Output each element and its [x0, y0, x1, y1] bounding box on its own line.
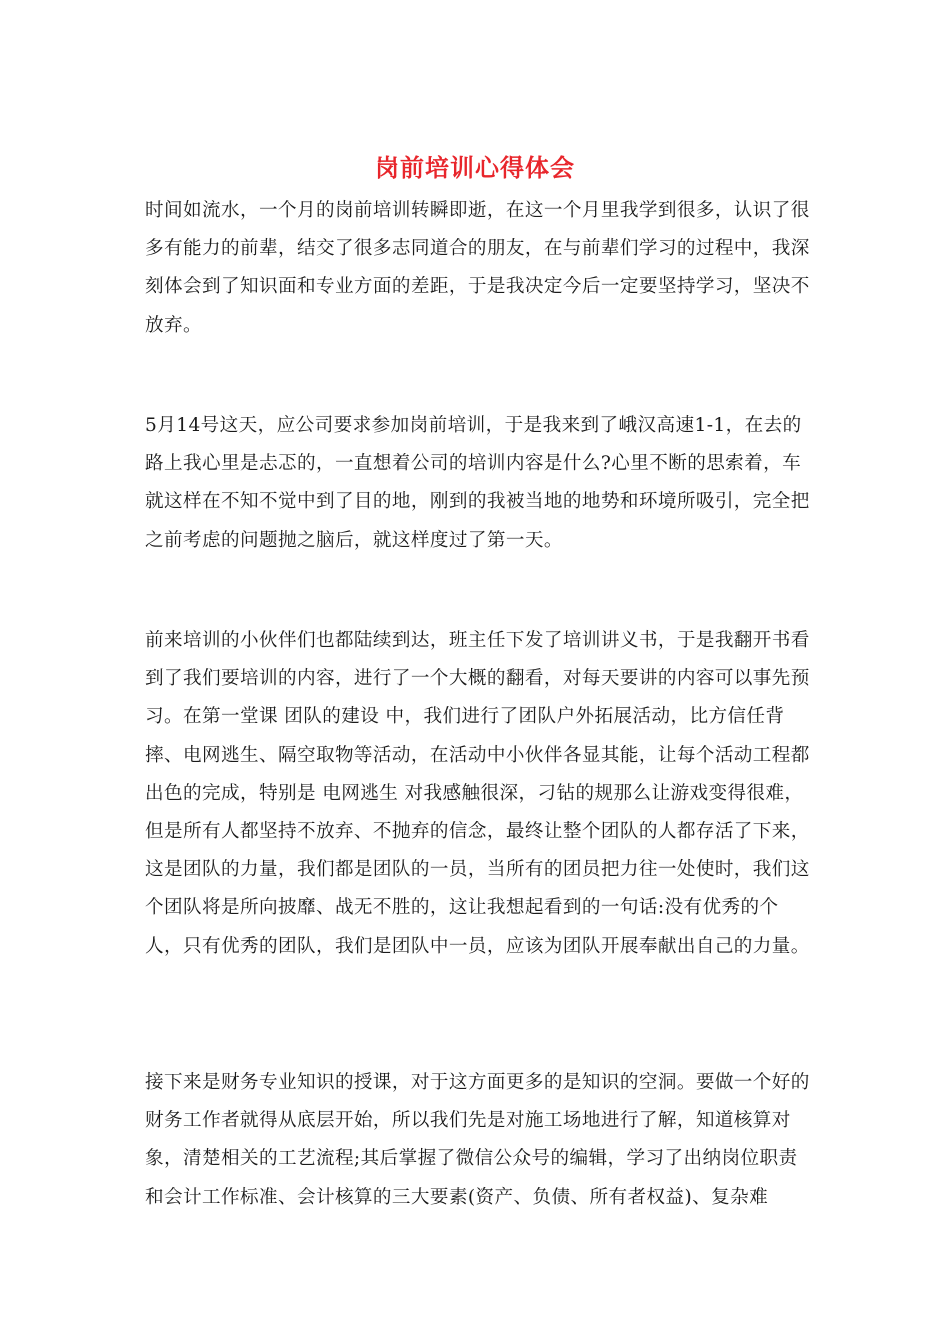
paragraph-intro: 时间如流水，一个月的岗前培训转瞬即逝，在这一个月里我学到很多，认识了很多有能力的前辈，结交了很多志同道合的朋友，在与前辈们学习的过程中，我深刻体会到了知识面和专业方面的差距，于是我决定今后一定要坚持学习，坚决不放弃。: [145, 200, 810, 336]
paragraph-finance-course: 接下来是财务专业知识的授课，对于这方面更多的是知识的空洞。要做一个好的财务工作者就得从底层开始，所以我们先是对施工场地进行了解，知道核算对象，清楚相关的工艺流程;其后掌握了微信公众号的编辑，学习了出纳岗位职责和会计工作标准、会计核算的三大要素(资产、负债、所有者权益)、复杂难: [145, 1072, 810, 1208]
paragraph-team-building: 前来培训的小伙伴们也都陆续到达，班主任下发了培训讲义书，于是我翻开书看到了我们要培训的内容，进行了一个大概的翻看，对每天要讲的内容可以事先预习。在第一堂课 团队的建设 中，我们进行了团队户外拓展活动，比方信任背摔、电网逃生、隔空取物等活动，在活动中小伙伴各显其能，让每个活动工程都出色的完成，特别是 电网逃生 对我感触很深，刁钻的规那么让游戏变得很难，但是所有人都坚持不放弃、不抛弃的信念，最终让整个团队的人都存活了下来，这是团队的力量，我们都是团队的一员，当所有的团员把力往一处使时，我们这个团队将是所向披靡、战无不胜的，这让我想起看到的一句话:没有优秀的个人，只有优秀的团队，我们是团队中一员，应该为团队开展奉献出自己的力量。: [145, 630, 810, 957]
paragraph-first-day: 5月14号这天，应公司要求参加岗前培训，于是我来到了峨汉高速1-1，在去的路上我心里是忐忑的，一直想着公司的培训内容是什么?心里不断的思索着，车就这样在不知不觉中到了目的地，刚到的我被当地的地势和环境所吸引，完全把之前考虑的问题抛之脑后，就这样度过了第一天。: [145, 415, 810, 551]
document-title: 岗前培训心得体会: [375, 153, 575, 182]
